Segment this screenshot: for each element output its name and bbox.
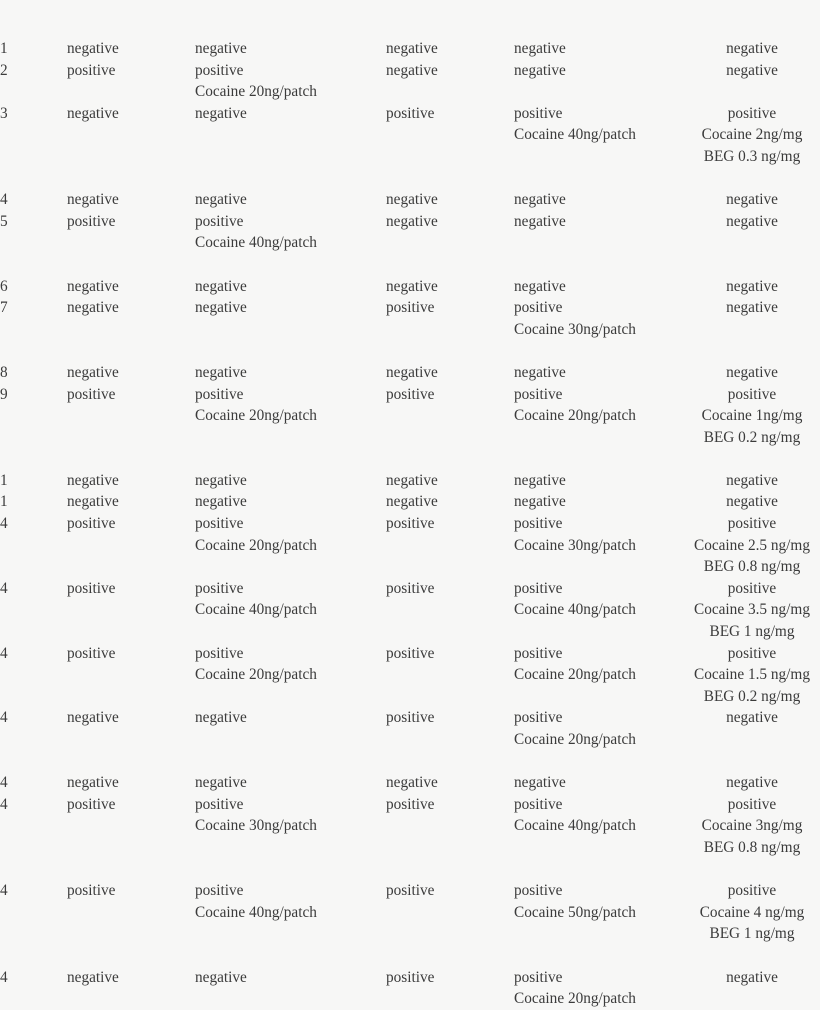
result-value: negative xyxy=(195,709,247,727)
cell-subject-id xyxy=(0,60,67,103)
row-spacer-cell xyxy=(0,168,820,190)
result-value: positive xyxy=(195,644,244,662)
result-value: positive xyxy=(386,709,435,727)
result-value: negative xyxy=(386,471,438,489)
cell-lab-confirmation-sweat-patch xyxy=(195,707,386,750)
result-value: positive xyxy=(67,579,116,597)
concentration-value: Cocaine 40ng/patch xyxy=(195,903,317,921)
cell-oral-fluid-result xyxy=(514,794,684,859)
result-value: positive xyxy=(386,579,435,597)
cell-subject-id xyxy=(0,103,67,168)
cell-hair-result xyxy=(684,643,820,708)
cell-subject-id xyxy=(0,794,67,859)
cell-oral-fluid-result xyxy=(514,211,684,254)
cell-oral-fluid-result xyxy=(514,772,684,794)
results-table-body xyxy=(0,38,820,1010)
cell-subject-id xyxy=(0,880,67,945)
cell-hair-result xyxy=(684,297,820,340)
cell-oral-fluid-result xyxy=(514,513,684,578)
cell-hair-result xyxy=(684,491,820,513)
result-value: negative xyxy=(195,277,247,295)
result-value: negative xyxy=(726,40,778,57)
concentration-value: Cocaine 1.5 ng/mg xyxy=(694,666,810,684)
result-value: 5 xyxy=(0,212,8,230)
concentration-value: BEG 0.8 ng/mg xyxy=(703,558,801,576)
row-spacer xyxy=(0,340,820,362)
result-value: negative xyxy=(67,493,119,511)
cell-onsite-screen-result xyxy=(67,276,195,298)
result-value: negative xyxy=(726,212,778,230)
result-value: 4 xyxy=(0,774,8,792)
cell-hair-result xyxy=(684,772,820,794)
result-value: 3 xyxy=(0,104,8,122)
row-spacer xyxy=(0,448,820,470)
cell-onsite-screen-result xyxy=(67,384,195,449)
result-value: positive xyxy=(727,644,777,662)
result-value: negative xyxy=(514,471,566,489)
result-value: positive xyxy=(195,515,244,533)
cell-hair-result xyxy=(684,362,820,384)
cell-urine-result xyxy=(386,362,514,384)
result-value: positive xyxy=(514,795,563,813)
result-value: positive xyxy=(67,212,116,230)
result-value: negative xyxy=(514,191,566,209)
result-value: positive xyxy=(514,968,563,986)
cell-lab-confirmation-sweat-patch xyxy=(195,384,386,449)
result-value: positive xyxy=(386,644,435,662)
result-value: negative xyxy=(726,363,778,381)
result-value: positive xyxy=(386,515,435,533)
cell-oral-fluid-result xyxy=(514,362,684,384)
cell-subject-id xyxy=(0,211,67,254)
concentration-value: Cocaine 40ng/patch xyxy=(514,126,636,144)
cell-urine-result xyxy=(386,643,514,708)
cell-oral-fluid-result xyxy=(514,189,684,211)
cell-hair-result xyxy=(684,578,820,643)
result-value: negative xyxy=(67,104,119,122)
result-value: positive xyxy=(195,385,244,403)
cell-onsite-screen-result xyxy=(67,362,195,384)
result-value: negative xyxy=(195,104,247,122)
result-value: negative xyxy=(67,40,119,57)
cell-oral-fluid-result xyxy=(514,276,684,298)
cell-lab-confirmation-sweat-patch xyxy=(195,470,386,492)
result-value: negative xyxy=(386,40,438,57)
cell-hair-result xyxy=(684,794,820,859)
row-spacer-cell xyxy=(0,859,820,881)
cell-onsite-screen-result xyxy=(67,297,195,340)
concentration-value: Cocaine 2ng/mg xyxy=(701,126,803,144)
result-value: negative xyxy=(195,774,247,792)
cell-lab-confirmation-sweat-patch xyxy=(195,880,386,945)
result-value: negative xyxy=(67,471,119,489)
cell-onsite-screen-result xyxy=(67,513,195,578)
cell-subject-id xyxy=(0,38,67,60)
concentration-value: BEG 0.3 ng/mg xyxy=(703,147,801,165)
cell-urine-result xyxy=(386,513,514,578)
result-value: negative xyxy=(67,774,119,792)
table-row xyxy=(0,60,820,103)
cell-hair-result xyxy=(684,513,820,578)
result-value: positive xyxy=(67,515,116,533)
result-value: positive xyxy=(727,104,777,122)
cell-urine-result xyxy=(386,60,514,103)
cell-onsite-screen-result xyxy=(67,967,195,1010)
table-row xyxy=(0,297,820,340)
cell-oral-fluid-result xyxy=(514,103,684,168)
cell-onsite-screen-result xyxy=(67,211,195,254)
result-value: negative xyxy=(195,471,247,489)
cell-onsite-screen-result xyxy=(67,772,195,794)
result-value: positive xyxy=(195,882,244,900)
table-row xyxy=(0,578,820,643)
result-value: negative xyxy=(386,191,438,209)
cell-urine-result xyxy=(386,794,514,859)
result-value: 4 xyxy=(0,191,8,209)
result-value: positive xyxy=(386,299,435,317)
result-value: negative xyxy=(386,774,438,792)
cell-lab-confirmation-sweat-patch xyxy=(195,38,386,60)
cell-subject-id xyxy=(0,276,67,298)
cell-subject-id xyxy=(0,491,67,513)
cell-oral-fluid-result xyxy=(514,578,684,643)
concentration-value: Cocaine 30ng/patch xyxy=(514,320,636,338)
cell-hair-result xyxy=(684,384,820,449)
cell-urine-result xyxy=(386,491,514,513)
concentration-value: Cocaine 4 ng/mg xyxy=(699,903,805,921)
cell-subject-id xyxy=(0,384,67,449)
cell-hair-result xyxy=(684,967,820,1010)
result-value: 4 xyxy=(0,795,8,813)
cell-lab-confirmation-sweat-patch xyxy=(195,967,386,1010)
concentration-value: Cocaine 40ng/patch xyxy=(195,234,317,252)
result-value: 8 xyxy=(0,363,8,381)
result-value: negative xyxy=(195,299,247,317)
result-value: positive xyxy=(514,299,563,317)
result-value: negative xyxy=(67,363,119,381)
result-value: 2 xyxy=(0,61,8,79)
concentration-value: Cocaine 30ng/patch xyxy=(514,536,636,554)
concentration-value: Cocaine 20ng/patch xyxy=(195,83,317,101)
cell-oral-fluid-result xyxy=(514,60,684,103)
cell-subject-id xyxy=(0,470,67,492)
cell-oral-fluid-result xyxy=(514,491,684,513)
cell-urine-result xyxy=(386,470,514,492)
cell-onsite-screen-result xyxy=(67,707,195,750)
concentration-value: Cocaine 20ng/patch xyxy=(514,731,636,748)
result-value: positive xyxy=(514,644,563,662)
table-row xyxy=(0,189,820,211)
table-row xyxy=(0,276,820,298)
cell-hair-result xyxy=(684,707,820,750)
cell-hair-result xyxy=(684,38,820,60)
table-row xyxy=(0,967,820,1010)
table-row xyxy=(0,211,820,254)
concentration-value: Cocaine 30ng/patch xyxy=(195,817,317,835)
cell-lab-confirmation-sweat-patch xyxy=(195,491,386,513)
cell-onsite-screen-result xyxy=(67,643,195,708)
result-value: 9 xyxy=(0,385,8,403)
result-value: negative xyxy=(386,277,438,295)
table-row xyxy=(0,38,820,60)
result-value: negative xyxy=(514,212,566,230)
cell-subject-id xyxy=(0,578,67,643)
result-value: negative xyxy=(195,493,247,511)
result-value: negative xyxy=(386,363,438,381)
result-value: positive xyxy=(514,579,563,597)
cell-subject-id xyxy=(0,189,67,211)
concentration-value: Cocaine 20ng/patch xyxy=(514,407,636,425)
concentration-value: Cocaine 20ng/patch xyxy=(514,666,636,684)
result-value: negative xyxy=(514,493,566,511)
result-value: 7 xyxy=(0,299,8,317)
row-spacer-cell xyxy=(0,254,820,276)
row-spacer xyxy=(0,751,820,773)
result-value: positive xyxy=(514,882,563,900)
concentration-value: Cocaine 20ng/patch xyxy=(514,990,636,1008)
concentration-value: BEG 1 ng/mg xyxy=(709,925,795,943)
result-value: negative xyxy=(67,968,119,986)
result-value: negative xyxy=(726,709,778,727)
result-value: positive xyxy=(727,795,777,813)
cell-hair-result xyxy=(684,880,820,945)
result-value: negative xyxy=(386,493,438,511)
result-value: negative xyxy=(726,968,778,986)
concentration-value: BEG 0.8 ng/mg xyxy=(703,838,801,856)
result-value: negative xyxy=(514,40,566,57)
concentration-value: Cocaine 3.5 ng/mg xyxy=(694,601,810,619)
cell-onsite-screen-result xyxy=(67,470,195,492)
result-value: positive xyxy=(386,104,435,122)
cell-oral-fluid-result xyxy=(514,297,684,340)
cell-urine-result xyxy=(386,707,514,750)
cell-urine-result xyxy=(386,211,514,254)
cell-urine-result xyxy=(386,189,514,211)
result-value: negative xyxy=(726,471,778,489)
table-row xyxy=(0,513,820,578)
cell-oral-fluid-result xyxy=(514,967,684,1010)
table-row xyxy=(0,772,820,794)
result-value: negative xyxy=(195,191,247,209)
result-value: negative xyxy=(195,363,247,381)
cell-lab-confirmation-sweat-patch xyxy=(195,211,386,254)
cell-onsite-screen-result xyxy=(67,60,195,103)
cell-hair-result xyxy=(684,189,820,211)
cell-onsite-screen-result xyxy=(67,189,195,211)
cell-lab-confirmation-sweat-patch xyxy=(195,60,386,103)
result-value: positive xyxy=(195,579,244,597)
row-spacer-cell xyxy=(0,751,820,773)
row-spacer-cell xyxy=(0,448,820,470)
result-value: positive xyxy=(727,515,777,533)
result-value: 4 xyxy=(0,515,8,533)
result-value: positive xyxy=(727,882,777,900)
cell-onsite-screen-result xyxy=(67,103,195,168)
concentration-value: BEG 1 ng/mg xyxy=(709,623,795,641)
result-value: 1 xyxy=(0,493,8,511)
concentration-value: BEG 0.2 ng/mg xyxy=(703,687,801,705)
cell-lab-confirmation-sweat-patch xyxy=(195,297,386,340)
cell-urine-result xyxy=(386,772,514,794)
result-value: positive xyxy=(67,795,116,813)
table-row xyxy=(0,470,820,492)
cell-oral-fluid-result xyxy=(514,643,684,708)
result-value: negative xyxy=(514,61,566,79)
cell-lab-confirmation-sweat-patch xyxy=(195,578,386,643)
cell-hair-result xyxy=(684,103,820,168)
result-value: negative xyxy=(67,299,119,317)
cell-lab-confirmation-sweat-patch xyxy=(195,362,386,384)
cell-urine-result xyxy=(386,276,514,298)
table-row xyxy=(0,491,820,513)
cell-onsite-screen-result xyxy=(67,578,195,643)
result-value: positive xyxy=(514,385,563,403)
cell-lab-confirmation-sweat-patch xyxy=(195,794,386,859)
cell-lab-confirmation-sweat-patch xyxy=(195,772,386,794)
cell-hair-result xyxy=(684,470,820,492)
concentration-value: Cocaine 2.5 ng/mg xyxy=(694,536,810,554)
result-value: 1 xyxy=(0,40,8,57)
cell-lab-confirmation-sweat-patch xyxy=(195,643,386,708)
cell-subject-id xyxy=(0,643,67,708)
result-value: 4 xyxy=(0,882,8,900)
concentration-value: Cocaine 20ng/patch xyxy=(195,407,317,425)
table-row xyxy=(0,103,820,168)
cell-oral-fluid-result xyxy=(514,38,684,60)
result-value: positive xyxy=(514,515,563,533)
results-table xyxy=(0,38,820,1010)
cell-onsite-screen-result xyxy=(67,491,195,513)
cell-subject-id xyxy=(0,297,67,340)
result-value: negative xyxy=(726,61,778,79)
table-row xyxy=(0,707,820,750)
result-value: positive xyxy=(514,104,563,122)
cell-subject-id xyxy=(0,362,67,384)
cell-lab-confirmation-sweat-patch xyxy=(195,103,386,168)
cell-urine-result xyxy=(386,103,514,168)
concentration-value: Cocaine 1ng/mg xyxy=(701,407,803,425)
concentration-value: Cocaine 40ng/patch xyxy=(514,817,636,835)
cell-subject-id xyxy=(0,707,67,750)
result-value: 4 xyxy=(0,579,8,597)
result-value: positive xyxy=(67,644,116,662)
row-spacer xyxy=(0,859,820,881)
result-value: negative xyxy=(195,968,247,986)
cell-onsite-screen-result xyxy=(67,794,195,859)
table-row xyxy=(0,362,820,384)
result-value: negative xyxy=(726,277,778,295)
concentration-value: Cocaine 20ng/patch xyxy=(195,666,317,684)
cell-subject-id xyxy=(0,513,67,578)
cell-urine-result xyxy=(386,967,514,1010)
result-value: negative xyxy=(726,493,778,511)
cell-oral-fluid-result xyxy=(514,880,684,945)
result-value: positive xyxy=(386,968,435,986)
cell-hair-result xyxy=(684,60,820,103)
concentration-value: Cocaine 50ng/patch xyxy=(514,903,636,921)
result-value: positive xyxy=(195,212,244,230)
result-value: negative xyxy=(514,277,566,295)
concentration-value: BEG 0.2 ng/mg xyxy=(703,428,801,446)
row-spacer xyxy=(0,254,820,276)
result-value: positive xyxy=(195,795,244,813)
cell-urine-result xyxy=(386,38,514,60)
table-row xyxy=(0,794,820,859)
result-value: positive xyxy=(195,61,244,79)
result-value: negative xyxy=(67,191,119,209)
result-value: 4 xyxy=(0,644,8,662)
cell-subject-id xyxy=(0,967,67,1010)
result-value: positive xyxy=(386,385,435,403)
cell-onsite-screen-result xyxy=(67,38,195,60)
result-value: negative xyxy=(195,40,247,57)
concentration-value: Cocaine 40ng/patch xyxy=(195,601,317,619)
table-row xyxy=(0,880,820,945)
table-row xyxy=(0,643,820,708)
cell-oral-fluid-result xyxy=(514,470,684,492)
result-value: negative xyxy=(514,774,566,792)
result-value: negative xyxy=(67,709,119,727)
result-value: negative xyxy=(386,61,438,79)
result-value: positive xyxy=(67,61,116,79)
row-spacer xyxy=(0,168,820,190)
result-value: positive xyxy=(67,385,116,403)
cell-lab-confirmation-sweat-patch xyxy=(195,513,386,578)
result-value: negative xyxy=(726,191,778,209)
result-value: positive xyxy=(386,795,435,813)
concentration-value: Cocaine 40ng/patch xyxy=(514,601,636,619)
result-value: 4 xyxy=(0,968,8,986)
result-value: negative xyxy=(67,277,119,295)
result-value: negative xyxy=(386,212,438,230)
result-value: positive xyxy=(514,709,563,727)
concentration-value: Cocaine 20ng/patch xyxy=(195,536,317,554)
table-row xyxy=(0,384,820,449)
cell-urine-result xyxy=(386,297,514,340)
row-spacer xyxy=(0,945,820,967)
cell-urine-result xyxy=(386,578,514,643)
cell-urine-result xyxy=(386,880,514,945)
cell-urine-result xyxy=(386,384,514,449)
row-spacer-cell xyxy=(0,945,820,967)
result-value: positive xyxy=(727,385,777,403)
result-value: 6 xyxy=(0,277,8,295)
result-value: negative xyxy=(726,774,778,792)
result-value: 1 xyxy=(0,471,8,489)
result-value: 4 xyxy=(0,709,8,727)
cell-onsite-screen-result xyxy=(67,880,195,945)
cell-oral-fluid-result xyxy=(514,707,684,750)
result-value: positive xyxy=(67,882,116,900)
cell-lab-confirmation-sweat-patch xyxy=(195,276,386,298)
cell-lab-confirmation-sweat-patch xyxy=(195,189,386,211)
result-value: negative xyxy=(514,363,566,381)
result-value: negative xyxy=(726,299,778,317)
cell-oral-fluid-result xyxy=(514,384,684,449)
cell-hair-result xyxy=(684,211,820,254)
cell-subject-id xyxy=(0,772,67,794)
cell-hair-result xyxy=(684,276,820,298)
result-value: positive xyxy=(386,882,435,900)
concentration-value: Cocaine 3ng/mg xyxy=(701,817,803,835)
result-value: positive xyxy=(727,579,777,597)
row-spacer-cell xyxy=(0,340,820,362)
